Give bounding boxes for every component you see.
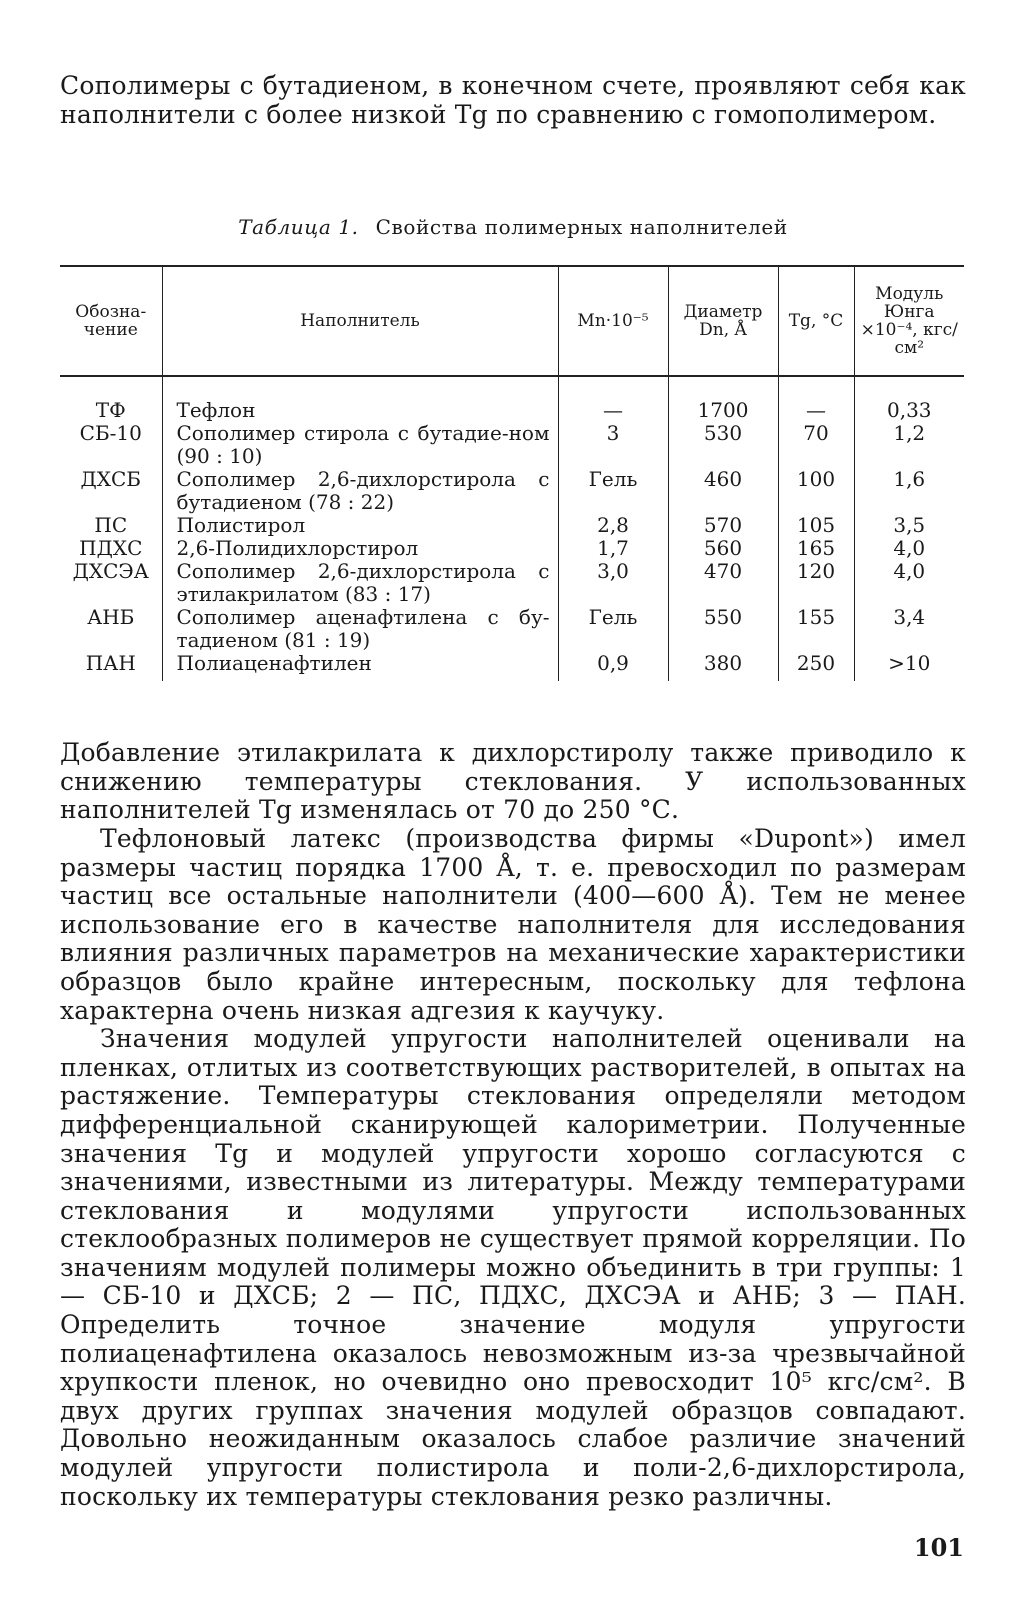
cell-tg: 155 <box>778 606 854 652</box>
cell-mn: Гель <box>558 606 668 652</box>
cell-mn: Гель <box>558 468 668 514</box>
cell-tg: 100 <box>778 468 854 514</box>
cell-tg: 165 <box>778 537 854 560</box>
table-row <box>60 422 964 468</box>
cell-code: ПАН <box>85 651 136 676</box>
table-caption-label: Таблица 1. <box>238 215 359 240</box>
table-row <box>60 560 964 606</box>
cell-modulus: 1,6 <box>854 468 964 514</box>
header-diameter: Диаметр Dn, Å <box>668 266 778 376</box>
table-caption-title: Свойства полимерных наполнителей <box>375 215 788 240</box>
header-modulus: Модуль Юнга ×10⁻⁴, кгс/см² <box>854 266 964 376</box>
cell-diameter: 380 <box>668 652 778 681</box>
cell-name: Сополимер 2,6-дихлорстирола с этилакрилатом (83 : 17) <box>162 560 558 606</box>
cell-name: Полистирол <box>162 514 558 537</box>
cell-name: Тефлон <box>162 376 558 422</box>
table-row <box>60 537 964 560</box>
cell-diameter: 530 <box>668 422 778 468</box>
paragraph: Тефлоновый латекс (производства фирмы «Dupont») имел размеры частиц порядка 1700 Å, т. е. превосходил по размерам частиц все остальные наполнители (400—600 Å). Тем не менее использование его в качестве наполнителя для исследования влияния различных параметров на механические характеристики образцов было крайне интересным, поскольку для тефлона характерна очень низкая адгезия к каучуку. <box>60 823 966 1025</box>
cell-mn: 3 <box>558 422 668 468</box>
cell-modulus: >10 <box>854 652 964 681</box>
header-tg: Tg, °C <box>778 266 854 376</box>
cell-code: ДХСЭА <box>72 559 149 584</box>
cell-code: ТФ <box>95 398 126 423</box>
header-filler: Наполнитель <box>162 266 558 376</box>
cell-modulus: 3,4 <box>854 606 964 652</box>
intro-paragraph: Сополимеры с бутадиеном, в конечном счете, проявляют себя как наполнители с более низкой Tg по сравнению с гомополимером. <box>60 71 966 129</box>
cell-name: Сополимер стирола с бутадие-ном (90 : 10) <box>162 422 558 468</box>
cell-name: 2,6-Полидихлорстирол <box>162 537 558 560</box>
page-body <box>60 72 966 1511</box>
cell-mn: 2,8 <box>558 514 668 537</box>
paragraph: Добавление этилакрилата к дихлорстиролу также приводило к снижению температуры стеклования. У использованных наполнителей Tg изменялась от 70 до 250 °С. <box>60 738 966 825</box>
cell-modulus: 4,0 <box>854 560 964 606</box>
table-row <box>60 514 964 537</box>
cell-code: СБ-10 <box>79 421 142 446</box>
cell-diameter: 550 <box>668 606 778 652</box>
cell-tg: 120 <box>778 560 854 606</box>
table-row <box>60 652 964 681</box>
cell-name: Сополимер аценафтилена с бу-тадиеном (81 : 19) <box>162 606 558 652</box>
cell-diameter: 460 <box>668 468 778 514</box>
cell-code: ПДХС <box>79 536 143 561</box>
cell-diameter: 470 <box>668 560 778 606</box>
table-caption <box>60 215 966 239</box>
cell-code: ДХСБ <box>80 467 141 492</box>
cell-mn: 1,7 <box>558 537 668 560</box>
table-row <box>60 468 964 514</box>
cell-modulus: 0,33 <box>854 376 964 422</box>
cell-code: ПС <box>94 513 128 538</box>
cell-diameter: 560 <box>668 537 778 560</box>
table-header-row <box>60 266 964 376</box>
cell-mn: — <box>558 376 668 422</box>
cell-mn: 0,9 <box>558 652 668 681</box>
cell-modulus: 3,5 <box>854 514 964 537</box>
paragraph: Значения модулей упругости наполнителей оценивали на пленках, отлитых из соответствующих растворителей, в опытах на растяжение. Температуры стеклования определяли методом дифференциальной сканирующей калориметрии. Полученные значения Tg и модулей упругости хорошо согласуются с значениями, известными из литературы. Между температурами стеклования и модулями упругости использованных стеклообразных полимеров не существует прямой корреляции. По значениям модулей полимеры можно объединить в три группы: 1 — СБ-10 и ДХСБ; 2 — ПС, ПДХС, ДХСЭА и АНБ; 3 — ПАН. Определить точное значение модуля упругости полиаценафтилена оказалось невозможным из-за чрезвычайной хрупкости пленок, но очевидно оно превосходит 10⁵ кгс/см². В двух других группах значения модулей образцов совпадают. Довольно неожиданным оказалось слабое различие значений модулей упругости полистирола и поли-2,6-дихлорстирола, поскольку их температуры стеклования резко различны. <box>60 1024 966 1511</box>
cell-name: Полиаценафтилен <box>162 652 558 681</box>
cell-tg: 250 <box>778 652 854 681</box>
cell-tg: — <box>778 376 854 422</box>
cell-tg: 105 <box>778 514 854 537</box>
cell-modulus: 4,0 <box>854 537 964 560</box>
cell-diameter: 1700 <box>668 376 778 422</box>
filler-properties-table <box>60 265 964 681</box>
header-code: Обозна-чение <box>60 266 162 376</box>
cell-code: АНБ <box>87 605 135 630</box>
body-text <box>60 739 966 1511</box>
header-mn: Mn·10⁻⁵ <box>558 266 668 376</box>
cell-diameter: 570 <box>668 514 778 537</box>
cell-name: Сополимер 2,6-дихлорстирола с бутадиеном (78 : 22) <box>162 468 558 514</box>
cell-mn: 3,0 <box>558 560 668 606</box>
cell-tg: 70 <box>778 422 854 468</box>
cell-modulus: 1,2 <box>854 422 964 468</box>
table-row <box>60 606 964 652</box>
page-number: 101 <box>913 1533 964 1562</box>
table-row <box>60 376 964 422</box>
